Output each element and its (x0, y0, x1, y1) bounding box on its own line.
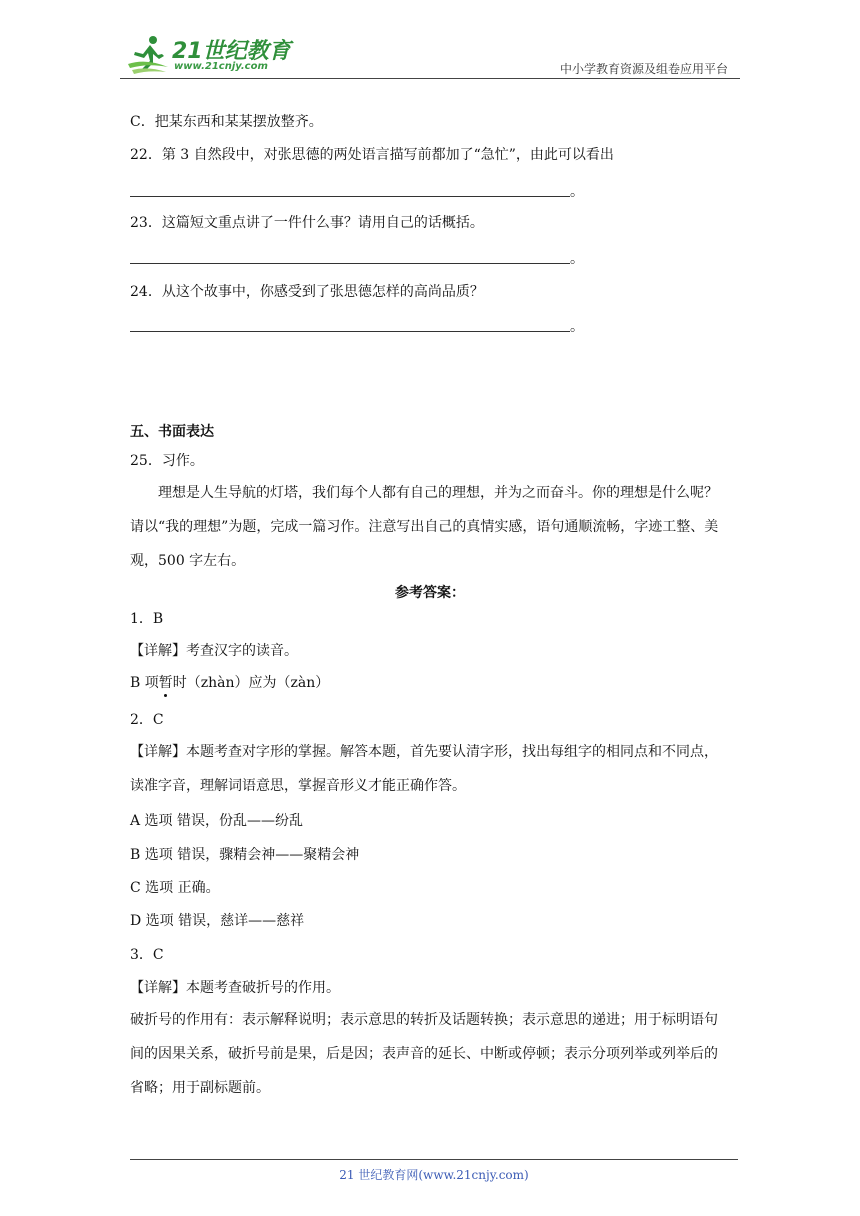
answer-2-option-d: D 选项 错误，慈详——慈祥 (130, 913, 305, 929)
question-21-option-c: C．把某东西和某某摆放整齐。 (130, 114, 323, 130)
footer-divider (130, 1159, 738, 1160)
answer-1: 1．B (130, 611, 164, 627)
answer-blank-24-end: 。 (570, 319, 584, 335)
running-figure-icon (126, 34, 170, 76)
question-23: 23．这篇短文重点讲了一件什么事？请用自己的话概括。 (130, 215, 484, 231)
logo (120, 32, 300, 78)
answer-3-text: 破折号的作用有：表示解释说明；表示意思的转折及话题转换；表示意思的递进；用于标明语句间的因果关系，破折号前是果，后是因；表声音的延长、中断或停顿；表示分项列举或列举后的省略；用于副标题前。 (130, 1012, 718, 1096)
section-5-title: 五、书面表达 (130, 424, 214, 440)
answer-1-note (130, 674, 329, 692)
answer-2-option-c: C 选项 正确。 (130, 880, 220, 896)
answer-blank-23-end: 。 (570, 251, 584, 267)
page-header (120, 28, 740, 80)
answer-2: 2．C (130, 712, 164, 728)
answer-3-detail: 【详解】本题考查破折号的作用。 (130, 980, 340, 996)
answer-2-option-a: A 选项 错误，份乱——纷乱 (130, 813, 304, 829)
answer-3: 3．C (130, 947, 164, 963)
footer-text[interactable]: 21 世纪教育网(www.21cnjy.com) (339, 1168, 529, 1182)
header-divider (120, 78, 740, 79)
question-22: 22．第 3 自然段中，对张思德的两处语言描写前都加了“急忙”，由此可以看出 (130, 147, 614, 163)
answer-blank-23[interactable] (130, 263, 570, 264)
logo-url: www.21cnjy.com (174, 61, 268, 72)
answer-blank-22[interactable] (130, 196, 570, 197)
answer-blank-24[interactable] (130, 331, 570, 332)
logo-title: 21世纪教育 (172, 39, 291, 64)
question-24: 24．从这个故事中，你感受到了张思德怎样的高尚品质？ (130, 284, 484, 300)
header-platform-text: 中小学教育资源及组卷应用平台 (559, 62, 728, 76)
answer-1-detail: 【详解】考查汉字的读音。 (130, 643, 298, 659)
answer-blank-22-end: 。 (570, 184, 584, 200)
question-25: 25．习作。 (130, 453, 204, 469)
answer-1-note-prefix: B 项 (130, 675, 159, 691)
answer-1-note-suffix: 时（zhàn）应为（zàn） (172, 675, 330, 691)
answer-1-note-char: 暂 (158, 675, 173, 691)
answer-2-detail: 【详解】本题考查对字形的掌握。解答本题，首先要认清字形，找出每组字的相同点和不同点，读准字音，理解词语意思，掌握音形义才能正确作答。 (130, 744, 718, 794)
answer-2-option-b: B 选项 错误，骤精会神——聚精会神 (130, 847, 360, 863)
answers-title: 参考答案： (395, 585, 465, 601)
question-25-prompt: 理想是人生导航的灯塔，我们每个人都有自己的理想，并为之而奋斗。你的理想是什么呢？请以“我的理想”为题，完成一篇习作。注意写出自己的真情实感，语句通顺流畅，字迹工整、美观，500 字左右。 (130, 485, 719, 569)
